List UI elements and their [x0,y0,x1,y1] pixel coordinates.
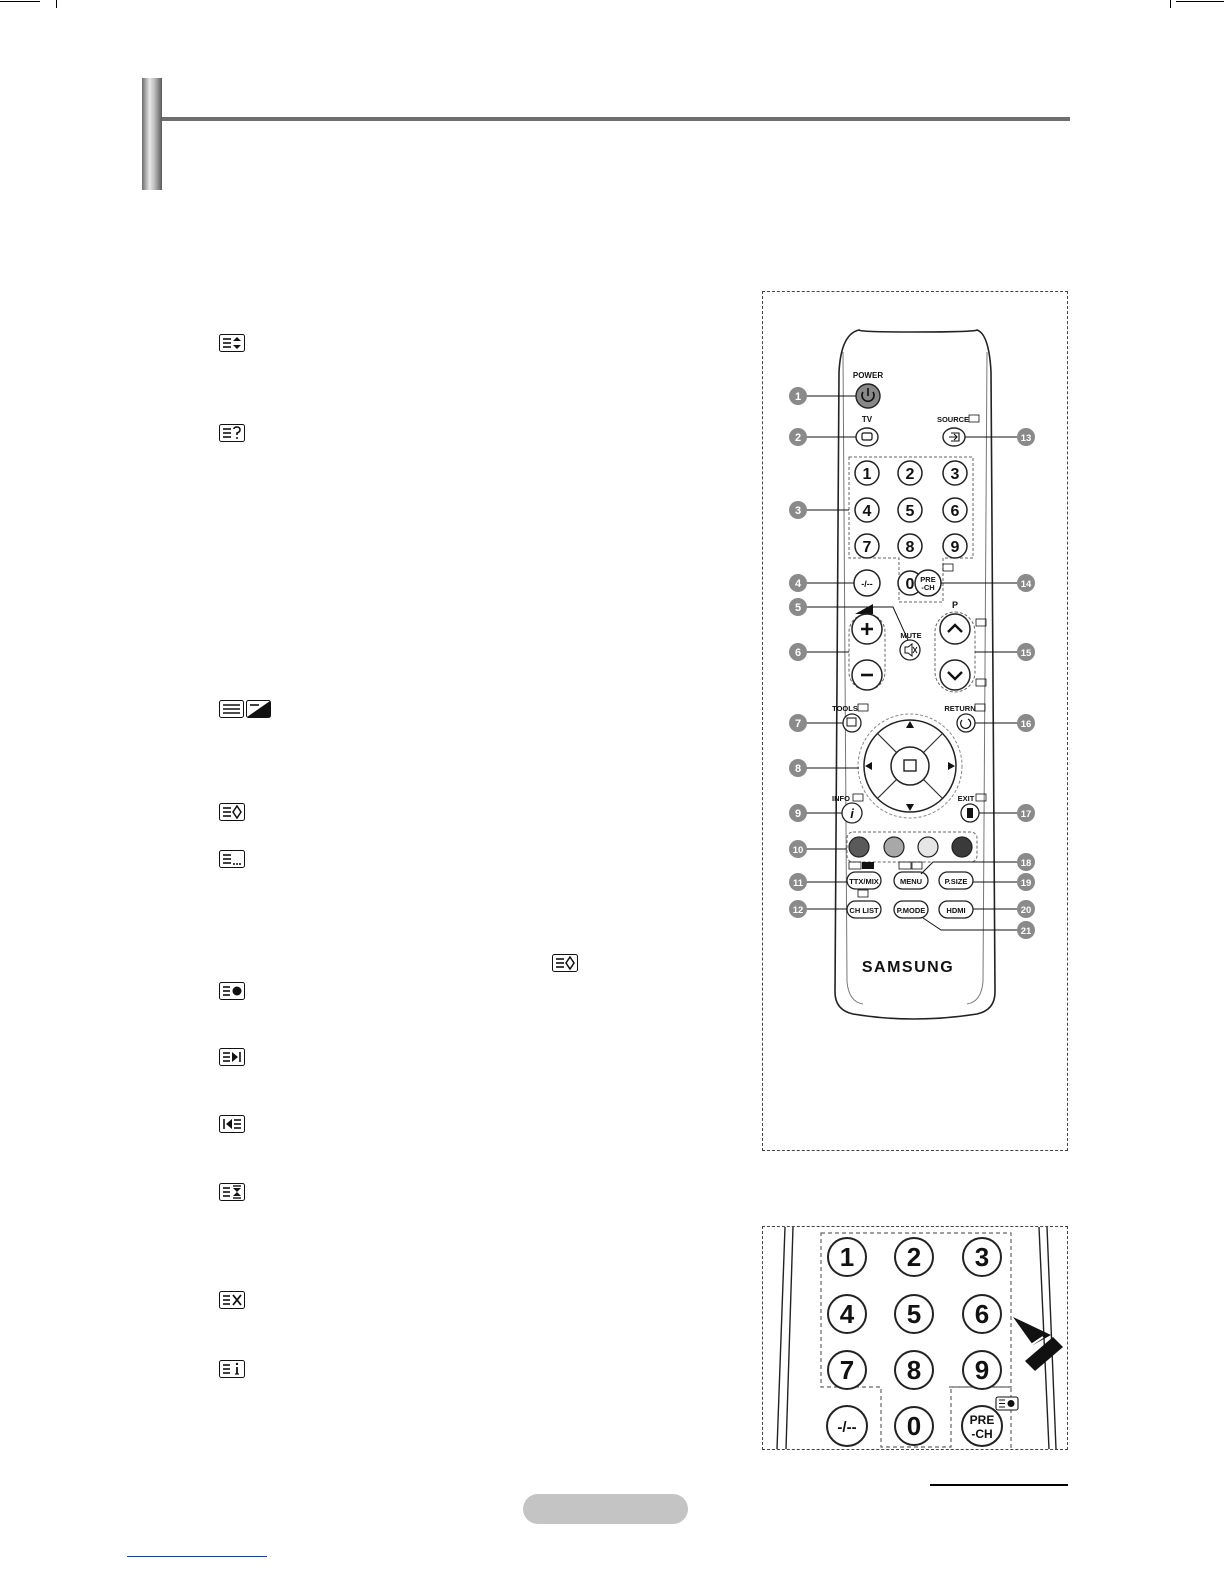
zoom-digit-3-label: 3 [974,1242,990,1272]
digit-4-label: 4 [862,503,872,520]
teletext-hold-icon [219,334,245,352]
callout-2-label: 2 [794,432,802,444]
exit-icon [967,808,973,818]
zoom-prech-tt-icon [996,1397,1018,1410]
digit-1-label: 1 [862,466,872,483]
mix-tt-icon [862,862,874,869]
source-label: SOURCE [936,415,970,424]
callout-18-label: 18 [1020,858,1032,869]
zoom-digit-8-label: 8 [906,1355,922,1385]
teletext-size-icon [219,803,245,821]
teletext-subpage-icon [219,1183,245,1201]
tv-label: TV [861,415,873,424]
prech-label-top: PRE [920,575,936,584]
ttxmix-label: TTX/MIX [849,877,879,886]
callout-5-label: 5 [794,602,802,614]
digit-6-label: 6 [950,503,960,520]
zoom-digit-6-label: 6 [974,1299,990,1329]
header-accent-bar [142,78,162,190]
zoom-digit-7-label: 7 [839,1355,855,1385]
zoom-prech-label-top: PRE [969,1413,995,1427]
info-label: INFO [832,794,850,803]
blue-key-button[interactable] [952,837,972,857]
channel-down-button[interactable] [940,660,970,690]
teletext-cancel-icon [219,850,245,868]
callout-20-label: 20 [1020,905,1032,916]
tools-label: TOOLS [832,704,858,713]
teletext-exit-icon [219,1291,245,1309]
callout-21-label: 21 [1020,926,1032,937]
footer-right-rule [930,1484,1068,1486]
digit-8-label: 8 [905,539,915,556]
power-label: POWER [852,371,884,380]
callout-14-label: 14 [1020,579,1032,590]
digit-0-label: 0 [905,576,915,593]
info-icon: i [850,806,854,821]
zoom-prech-label-bottom: -CH [971,1427,993,1441]
header-rule [162,117,1070,121]
digit-2-label: 2 [905,466,915,483]
digit-9-label: 9 [950,539,960,556]
return-label: RETURN [944,704,976,713]
dash-label: -/-- [861,579,873,589]
green-key-button[interactable] [884,837,904,857]
teletext-size-inline-icon [552,954,578,972]
enter-button[interactable] [891,747,929,785]
hdmi-label: HDMI [946,906,966,915]
teletext-index-icon [219,982,245,1000]
teletext-info-icon [219,1360,245,1378]
psize-label: P.SIZE [944,877,968,886]
callout-10-label: 10 [792,845,804,856]
zoom-digit-2-label: 2 [906,1242,922,1272]
red-key-button[interactable] [849,837,869,857]
zoom-dash-label: -/-- [837,1419,857,1436]
zoom-digit-5-label: 5 [906,1299,922,1329]
page-number-pill [523,1494,688,1524]
return-button[interactable] [957,714,975,732]
crop-mark-top-right [1176,1,1224,2]
digit-5-label: 5 [905,503,915,520]
pointer-hand-icon [1013,1317,1063,1371]
mute-button[interactable] [900,640,920,660]
chlist-label: CH LIST [849,906,879,915]
teletext-next-page-icon [219,1048,245,1066]
teletext-prev-page-icon [219,1115,245,1133]
channel-label: P [951,600,959,610]
callout-3-label: 3 [794,505,802,517]
callout-6-label: 6 [794,647,802,659]
callout-15-label: 15 [1020,648,1032,659]
teletext-reveal-icon [219,424,245,442]
callout-16-label: 16 [1020,719,1032,730]
remote-illustration [763,292,1067,1150]
crop-mark-top-left [0,1,40,2]
callout-17-label: 17 [1020,809,1032,820]
zoom-digit-1-label: 1 [839,1242,855,1272]
callout-7-label: 7 [794,718,802,730]
exit-label: EXIT [957,794,975,803]
keypad-zoom-panel [762,1226,1068,1450]
callout-8-label: 8 [794,763,802,775]
brand-logo: SAMSUNG [861,959,955,976]
callout-4-label: 4 [794,578,802,590]
channel-up-button[interactable] [940,614,970,644]
zoom-digit-0-label: 0 [906,1411,922,1441]
callout-1-label: 1 [794,391,802,403]
pmode-label: P.MODE [896,906,926,915]
callout-13-label: 13 [1020,433,1032,444]
crop-mark-top-right-v [1170,0,1171,8]
digit-7-label: 7 [862,539,872,556]
callout-12-label: 12 [792,905,804,916]
remote-illustration-panel [762,291,1068,1151]
teletext-mix-icon [219,700,271,718]
tv-button[interactable] [856,428,878,446]
digit-3-label: 3 [950,466,960,483]
callout-19-label: 19 [1020,878,1032,889]
zoom-digit-9-label: 9 [974,1355,990,1385]
keypad-zoom-illustration [763,1227,1067,1449]
callout-9-label: 9 [794,808,802,820]
crop-mark-top-left-v [56,0,57,8]
menu-label: MENU [899,877,923,886]
prech-label-bottom: -CH [921,583,935,592]
footer-left-rule [127,1556,267,1557]
mute-label: MUTE [900,631,922,640]
zoom-digit-4-label: 4 [839,1299,855,1329]
tools-button[interactable] [843,714,861,732]
yellow-key-button[interactable] [918,837,938,857]
callout-11-label: 11 [792,878,804,889]
